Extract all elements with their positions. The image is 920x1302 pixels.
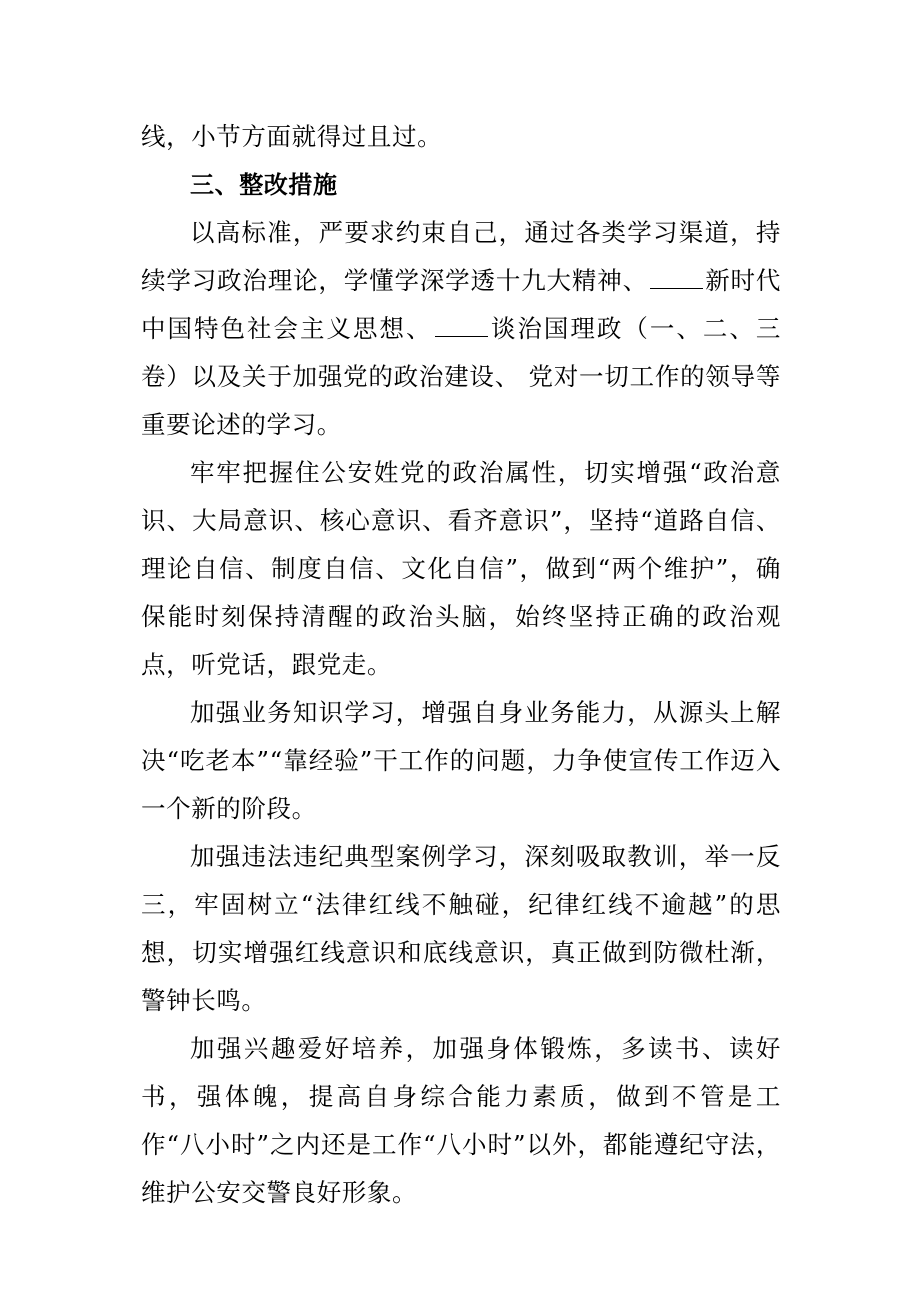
continued-line: 线，小节方面就得过且过。 — [141, 122, 443, 151]
paragraph-hobbies: 加强兴趣爱好培养，加强身体锻炼，多读书、读好书，强体魄，提高自身综合能力素质，做到不管是工作“八小时”之内还是工作“八小时”以外，都能遵纪守法，维护公安交警良好形象。 — [141, 1034, 781, 1207]
paragraph-study-theory — [141, 209, 781, 449]
document-body — [141, 113, 781, 1217]
paragraph-text: 新时代中国特色社会主义思想、 — [141, 266, 781, 343]
redacted-blank — [435, 335, 488, 337]
paragraph-text: 谈治国理政（一、二、三卷）以及关于加强党的政治建设、 党对一切工作的领导等重要论述的学习。 — [141, 314, 781, 439]
redacted-blank — [650, 287, 703, 289]
paragraph-text: 以高标准，严要求约束自己，通过各类学习渠道，持续学习政治理论，学懂学深学透十九大精神、 — [141, 218, 781, 295]
paragraph-political-attribute: 牢牢把握住公安姓党的政治属性，切实增强“政治意识、大局意识、核心意识、看齐意识”，坚持“道路自信、理论自信、制度自信、文化自信”，做到“两个维护”，确保能时刻保持清醒的政治头脑，始终坚持正确的政治观点，听党话，跟党走。 — [141, 458, 781, 679]
paragraph-case-study: 加强违法违纪典型案例学习，深刻吸取教训，举一反三，牢固树立“法律红线不触碰，纪律红线不逾越”的思想，切实增强红线意识和底线意识，真正做到防微杜渐，警钟长鸣。 — [141, 842, 781, 1015]
paragraph-business-study: 加强业务知识学习，增强自身业务能力，从源头上解决“吃老本”“靠经验”干工作的问题，力争使宣传工作迈入一个新的阶段。 — [141, 698, 781, 823]
section-heading: 三、整改措施 — [190, 171, 338, 199]
